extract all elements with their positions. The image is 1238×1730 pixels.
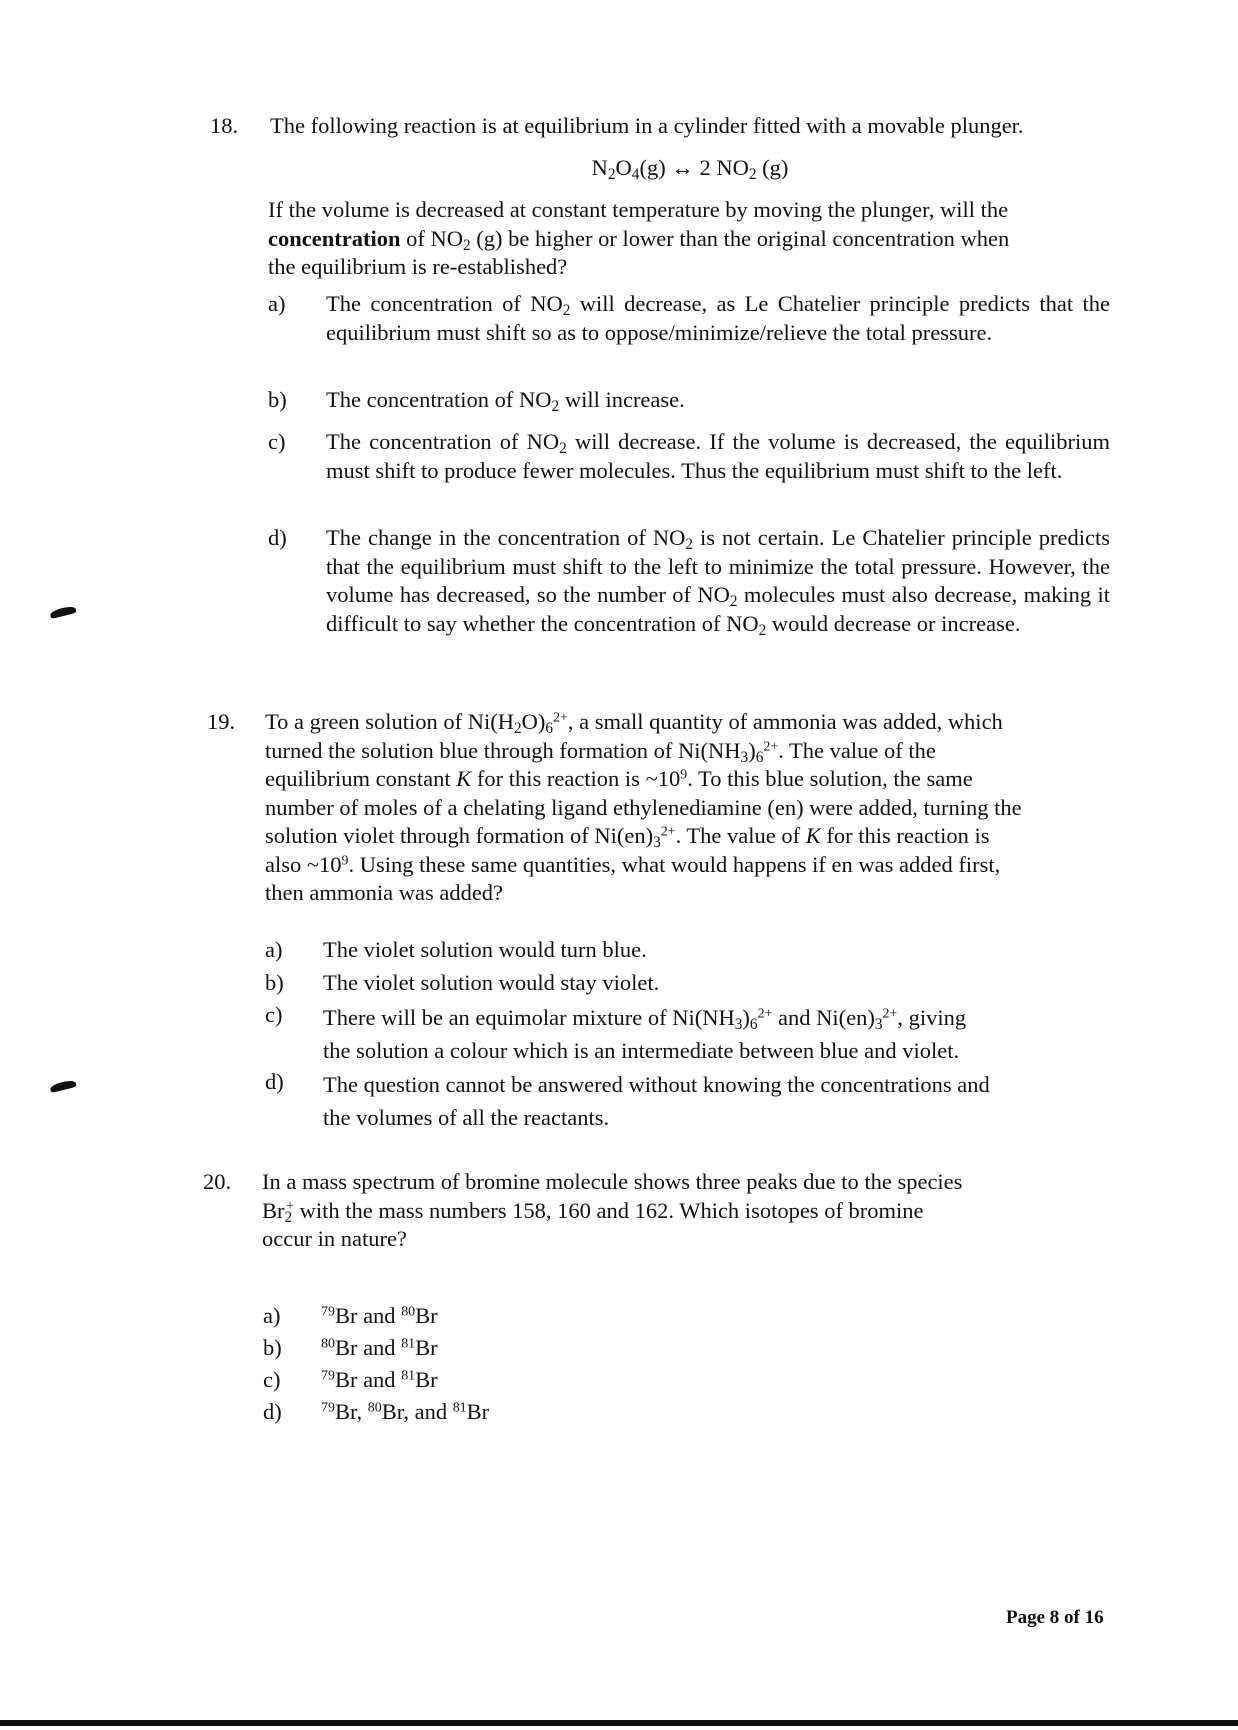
reaction-equation: $N_2O_4(g)$ ↔ 2 $NO_2$ (g) [591,155,789,183]
question-number: 18. [210,113,239,138]
bottom-rule [0,1720,1238,1726]
emphasis: concentration [268,225,401,251]
question-stem: To a green solution of $Ni(H_2O)_6^{2+}$, a small quantity of ammonia was added, which turned the solution blue through formation of $Ni(NH_3)_6^{2+}$. The value of the equilibrium constant K for this reaction is $\sim 10^9$. To this blue solution, the same number of moles of a chelating ligand ethylenediamine (en) were added, turning the solution violet through formation of $Ni(en)_3^{2+}$. The value of K for this reaction is also $\sim 10^9$. Using these same quantities, what would happens if en was added first, then ammonia was added? [265,709,1022,905]
question-number: 19. [207,709,236,734]
page-number: Page 8 of 16 [1006,1607,1104,1628]
question-stem: In a mass spectrum of bromine molecule shows three peaks due to the species $Br_2^+$ with the mass numbers 158, 160 and 162. Which isotopes of bromine occur in nature? [262,1169,963,1251]
margin-mark [49,605,76,619]
margin-mark [49,1079,76,1093]
question-stem: The following reaction is at equilibrium in a cylinder fitted with a movable plunger. [270,113,1024,138]
equilibrium-arrow-icon: ↔ [671,155,694,180]
question-stem-continued: If the volume is decreased at constant temperature by moving the plunger, will the concentration of $NO_2$ (g) be higher or lower than the original concentration when the equilibrium is re-established? [268,197,1010,279]
question-number: 20. [203,1169,232,1194]
